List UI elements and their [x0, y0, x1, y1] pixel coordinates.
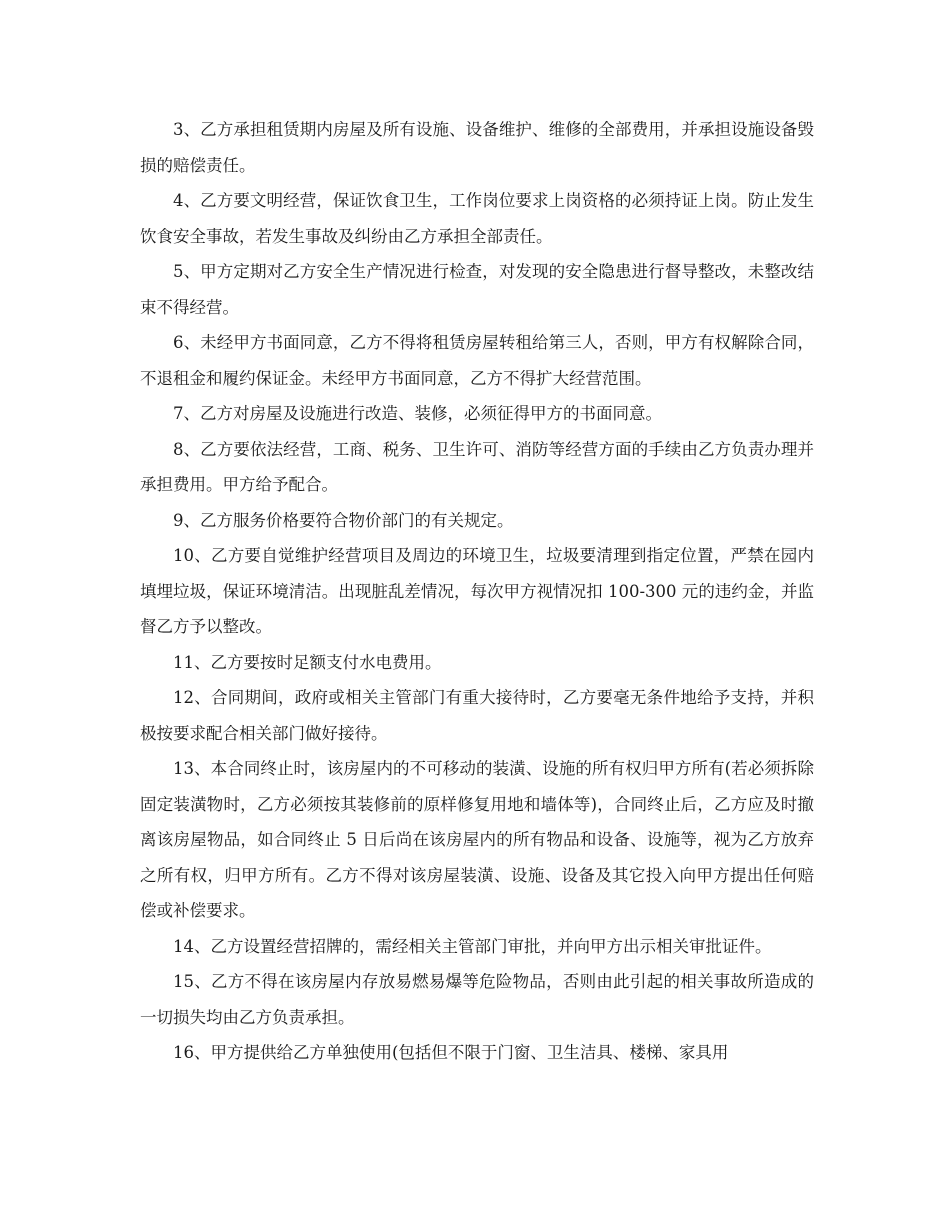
clause-5: 5、甲方定期对乙方安全生产情况进行检查，对发现的安全隐患进行督导整改，未整改结束不得经营。: [140, 262, 814, 317]
document-body: [140, 112, 814, 1071]
clause-15: 15、乙方不得在该房屋内存放易燃易爆等危险物品，否则由此引起的相关事故所造成的一切损失均由乙方负责承担。: [140, 972, 814, 1027]
clause-3: 3、乙方承担租赁期内房屋及所有设施、设备维护、维修的全部费用，并承担设施设备毁损的赔偿责任。: [140, 120, 814, 175]
clause-10: 10、乙方要自觉维护经营项目及周边的环境卫生，垃圾要清理到指定位置，严禁在园内填埋垃圾，保证环境清洁。出现脏乱差情况，每次甲方视情况扣 100-300 元的违约金，并监督乙方予以整改。: [140, 546, 814, 636]
clause-13: 13、本合同终止时，该房屋内的不可移动的装潢、设施的所有权归甲方所有(若必须拆除固定装潢物时，乙方必须按其装修前的原样修复用地和墙体等)，合同终止后，乙方应及时撤离该房屋物品，如合同终止 5 日后尚在该房屋内的所有物品和设备、设施等，视为乙方放弃之所有权，归甲方所有。乙方不得对该房屋装潢、设施、设备及其它投入向甲方提出任何赔偿或补偿要求。: [140, 759, 814, 920]
clause-8: 8、乙方要依法经营，工商、税务、卫生许可、消防等经营方面的手续由乙方负责办理并承担费用。甲方给予配合。: [140, 439, 814, 494]
clause-7: 7、乙方对房屋及设施进行改造、装修，必须征得甲方的书面同意。: [173, 404, 662, 423]
clause-6: 6、未经甲方书面同意，乙方不得将租赁房屋转租给第三人，否则，甲方有权解除合同，不退租金和履约保证金。未经甲方书面同意，乙方不得扩大经营范围。: [140, 333, 814, 388]
clause-12: 12、合同期间，政府或相关主管部门有重大接待时，乙方要毫无条件地给予支持，并积极按要求配合相关部门做好接待。: [140, 688, 814, 743]
clause-9: 9、乙方服务价格要符合物价部门的有关规定。: [173, 510, 514, 530]
clause-14: 14、乙方设置经营招牌的，需经相关主管部门审批，并向甲方出示相关审批证件。: [173, 936, 772, 956]
clause-16: 16、甲方提供给乙方单独使用(包括但不限于门窗、卫生洁具、楼梯、家具用: [173, 1043, 729, 1062]
clause-4: 4、乙方要文明经营，保证饮食卫生，工作岗位要求上岗资格的必须持证上岗。防止发生饮食安全事故，若发生事故及纠纷由乙方承担全部责任。: [140, 191, 814, 246]
clause-11: 11、乙方要按时足额支付水电费用。: [173, 652, 442, 672]
